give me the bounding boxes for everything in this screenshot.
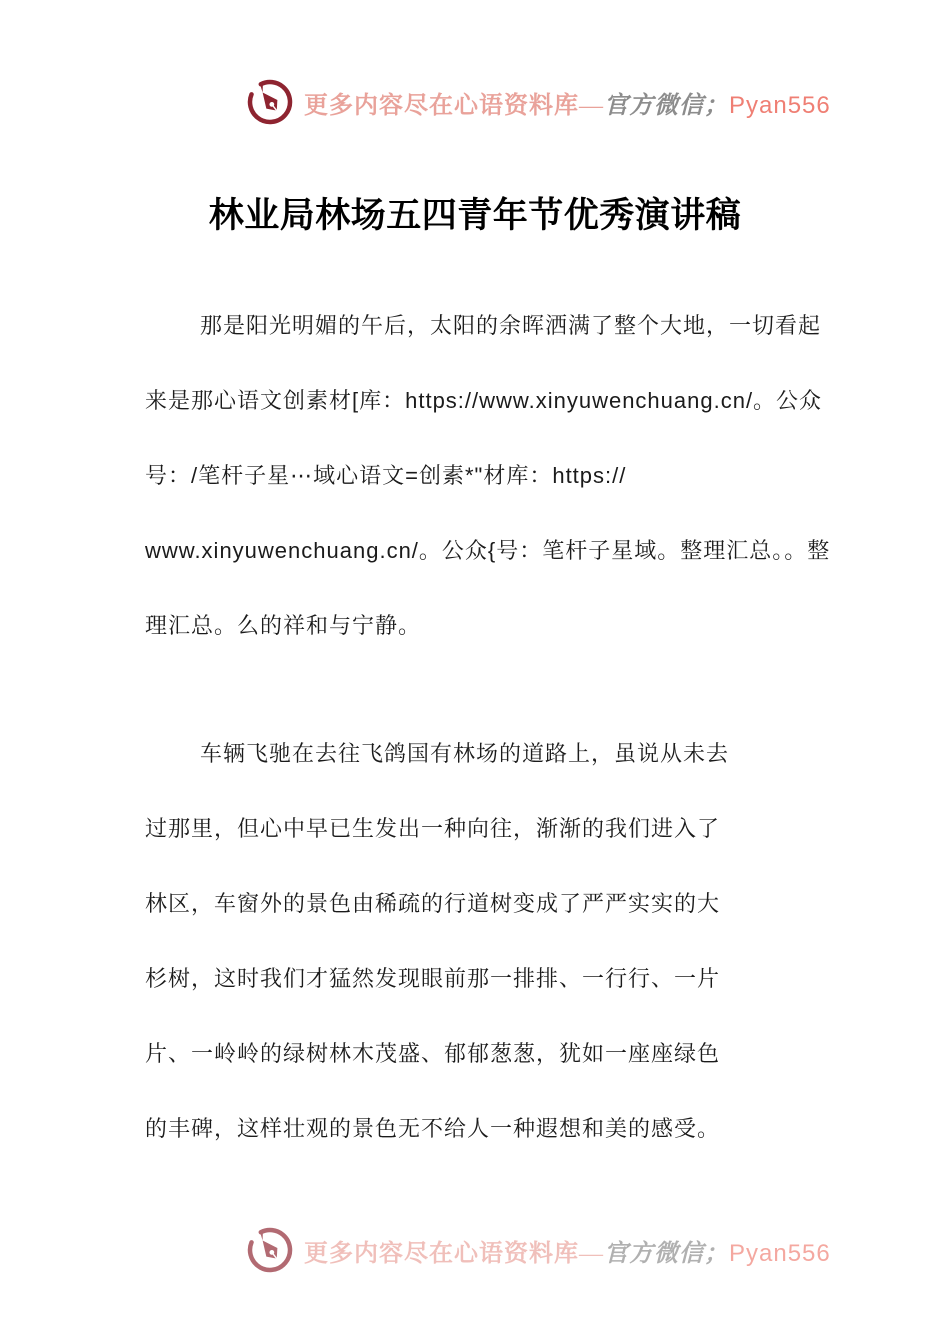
text-line: 号：/笔杆子星⋯域心语文=创素*"材库：https:// (145, 463, 627, 488)
text-line: 杉树，这时我们才猛然发现眼前那一排排、一行行、一片 (145, 966, 721, 991)
watermark-brand-text: 更多内容尽在心语资料库 (304, 1240, 579, 1267)
text-line: 林区，车窗外的景色由稀疏的行道树变成了严严实实的大 (145, 891, 721, 916)
document-body (145, 288, 831, 1166)
text-line: 理汇总。么的祥和与宁静。 (145, 613, 422, 638)
text-line: 的丰碑，这样壮观的景色无不给人一种遐想和美的感受。 (145, 1116, 721, 1141)
text-line: 车辆飞驰在去往飞鸽国有林场的道路上，虽说从未去 (200, 741, 730, 766)
document-title: 林业局林场五四青年节优秀演讲稿 (208, 196, 742, 235)
header-watermark (246, 76, 831, 128)
watermark-text (304, 85, 831, 120)
text-line: 过那里，但心中早已生发出一种向往，渐渐的我们进入了 (145, 816, 721, 841)
footer-watermark (246, 1224, 831, 1276)
paragraph-1 (145, 288, 831, 663)
text-line: 来是那心语文创素材[库：https://www.xinyuwenchuang.cn/。公众 (145, 388, 823, 413)
paragraph-2 (145, 716, 821, 1166)
watermark-dash: — (579, 1240, 604, 1267)
text-line: 片、一岭岭的绿树林木茂盛、郁郁葱葱，犹如一座座绿色 (145, 1041, 721, 1066)
watermark-wechat-id: Pyan556 (729, 1239, 831, 1267)
watermark-text (304, 1233, 831, 1268)
watermark-channel-label: 官方微信； (604, 92, 729, 119)
watermark-wechat-id: Pyan556 (729, 91, 831, 119)
text-line: 那是阳光明媚的午后，太阳的余晖洒满了整个大地，一切看起 (200, 313, 822, 338)
pen-nib-logo-icon (246, 78, 294, 126)
watermark-brand-text: 更多内容尽在心语资料库 (304, 92, 579, 119)
pen-nib-logo-icon (246, 1226, 294, 1274)
footer-watermark-clip (246, 1224, 831, 1267)
watermark-channel-label: 官方微信； (604, 1240, 729, 1267)
text-line: www.xinyuwenchuang.cn/。公众{号：笔杆子星域。整理汇总。。整 (145, 538, 831, 563)
watermark-dash: — (579, 92, 604, 119)
